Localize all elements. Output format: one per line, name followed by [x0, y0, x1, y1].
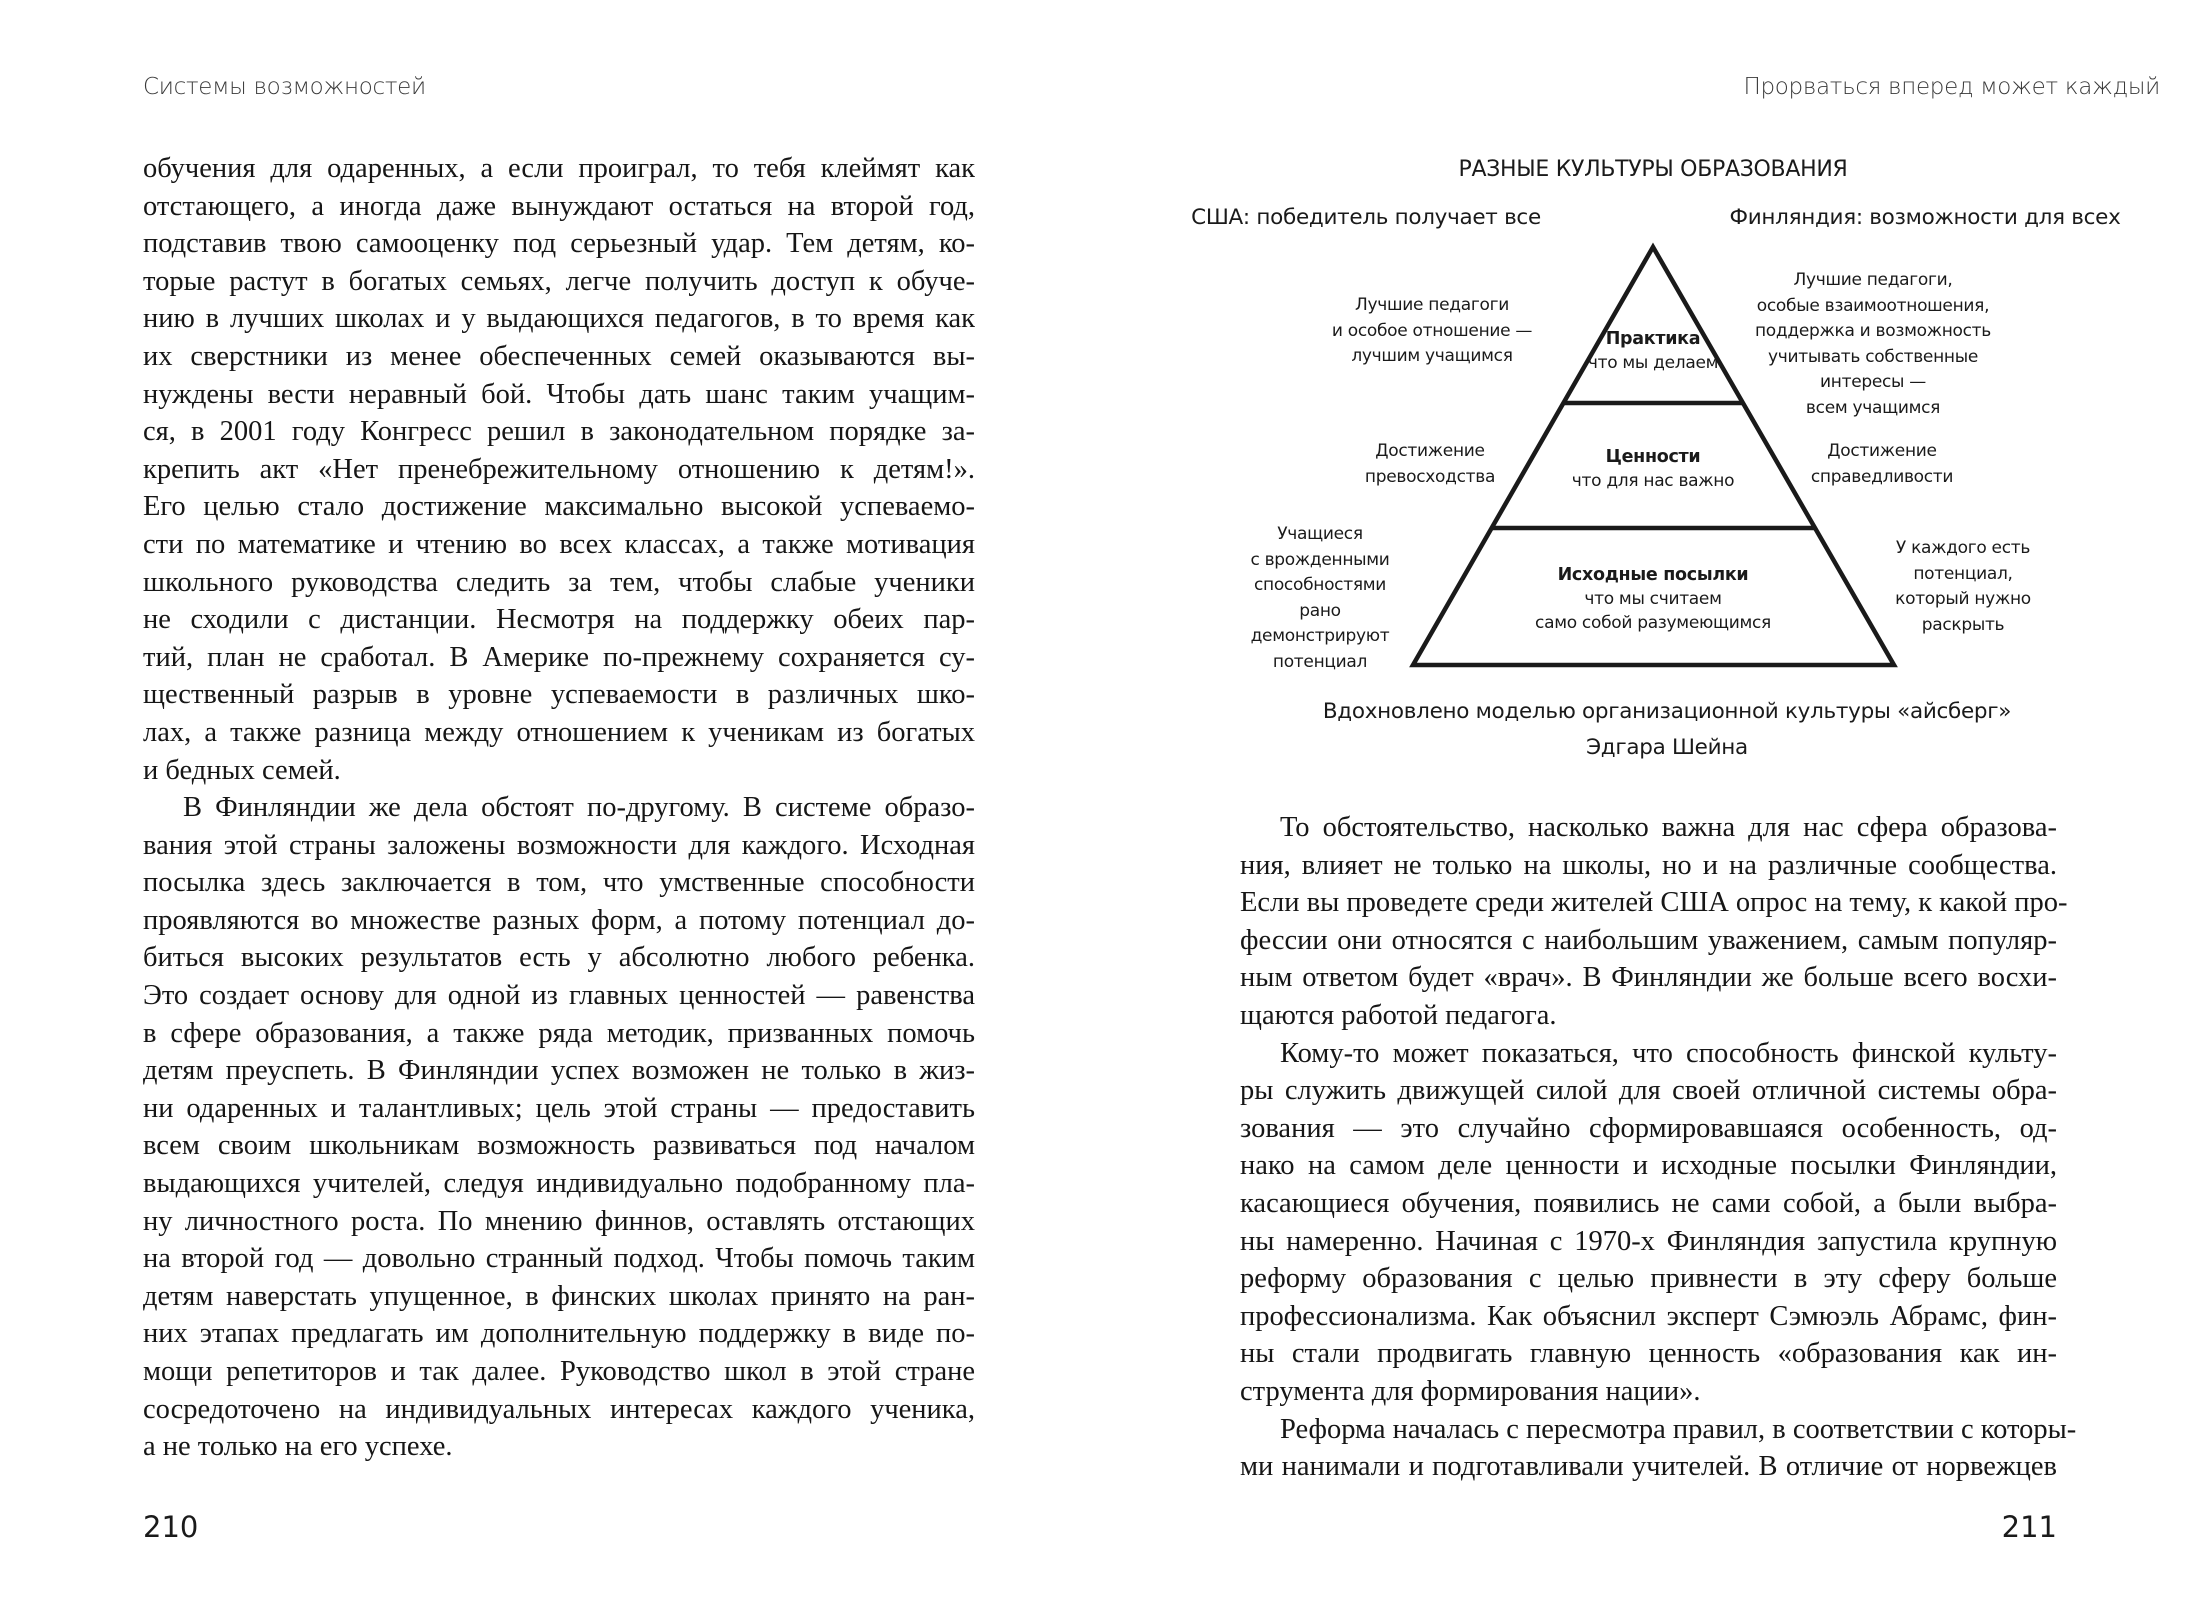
- text-line: детям наверстать упущенное, в финских школах принято на ран-: [143, 1280, 975, 1312]
- text-line: Реформа началась с пересмотра правил, в соответствии с которы-: [1280, 1413, 2077, 1445]
- running-head-right: Прорваться вперед может каждый: [1743, 74, 2160, 100]
- finland-label-practice: [1755, 268, 1991, 421]
- text-line: реформу образования с целью привнести в эту сферу больше: [1240, 1263, 2057, 1295]
- text-line: ны намеренно. Начиная с 1970-х Финляндия запустила крупную: [1240, 1225, 2057, 1257]
- text-line: проявляются во множестве разных форм, а потому потенциал до-: [143, 904, 975, 936]
- text-line: зования — это случайно сформировавшаяся особенность, од-: [1240, 1112, 2057, 1144]
- text-line: сти по математике и чтению во всех классах, а также мотивация: [143, 528, 975, 560]
- finland-label-values: [1811, 439, 1953, 490]
- text-line: Его целью стало достижение максимально высокой успеваемо-: [143, 491, 975, 523]
- tier-subtitle: что мы делаем: [1587, 353, 1719, 373]
- text-line: ры служить движущей силой для своей отличной системы обра-: [1240, 1075, 2057, 1107]
- text-line: профессионализма. Как объяснил эксперт Сэмюэль Абрамс, фин-: [1240, 1300, 2057, 1332]
- text-line: Если вы проведете среди жителей США опрос на тему, к какой про-: [1240, 887, 2068, 919]
- label-line: поддержка и возможность: [1754, 321, 1992, 341]
- page-number-right: 211: [2001, 1510, 2057, 1544]
- text-line: ным ответом будет «врач». В Финляндии же больше всего восхи-: [1240, 962, 2057, 994]
- text-line: нако на самом деле ценности и исходные посылки Финляндии,: [1240, 1150, 2057, 1182]
- tier-title: Практика: [1605, 329, 1701, 349]
- label-line: рано: [1299, 600, 1341, 621]
- label-line: Лучшие педагоги,: [1793, 270, 1953, 290]
- usa-label-assumptions: [1250, 522, 1389, 675]
- finland-column-heading: Финляндия: возможности для всех: [1729, 205, 2121, 230]
- tier-practice: [1588, 327, 1718, 375]
- label-line: который нужно: [1895, 589, 2031, 609]
- caption-line: Вдохновлено моделью организационной культуры «айсберг»: [1322, 699, 2012, 724]
- text-line: ся, в 2001 году Конгресс решил в законодательном порядке за-: [143, 416, 975, 448]
- tier-subtitle: что для нас важно: [1571, 471, 1735, 491]
- label-line: потенциал,: [1913, 563, 2013, 584]
- text-line: То обстоятельство, насколько важна для нас сфера образова-: [1280, 812, 2057, 843]
- text-line: отстающего, а иногда даже вынуждают остаться на второй год,: [143, 190, 975, 222]
- tier-title: Ценности: [1605, 447, 1701, 467]
- usa-label-practice: [1332, 293, 1532, 370]
- label-line: лучшим учащимся: [1351, 346, 1513, 366]
- label-line: способностями: [1253, 575, 1387, 595]
- running-head-left: Системы возможностей: [143, 74, 426, 100]
- text-line: них этапах предлагать им дополнительную поддержку в виде по-: [143, 1318, 975, 1350]
- caption-line: Эдгара Шейна: [1586, 735, 1748, 760]
- label-line: и особое отношение —: [1331, 320, 1533, 341]
- text-line: ни одаренных и талантливых; цель этой страны — предоставить: [143, 1092, 975, 1124]
- education-cultures-diagram: [1103, 0, 2206, 780]
- text-line: лах, а также разница между отношением к ученикам из богатых: [143, 716, 975, 748]
- label-line: раскрыть: [1921, 614, 2005, 635]
- text-line: в сфере образования, а также ряда методик, призванных помочь: [143, 1017, 975, 1049]
- page-number-left: 210: [143, 1510, 199, 1544]
- text-line: детям преуспеть. В Финляндии успех возможен не только в жиз-: [143, 1055, 975, 1087]
- text-line: подставив твою самооценку под серьезный удар. Тем детям, ко-: [143, 228, 975, 260]
- text-line: крепить акт «Нет пренебрежительному отношению к детям!».: [143, 453, 975, 485]
- text-line: ну личностного роста. По мнению финнов, оставлять отстающих: [143, 1205, 975, 1237]
- usa-label-values: [1365, 439, 1495, 490]
- text-line: ния, влияет не только на школы, но и на различные сообщества.: [1240, 849, 2057, 881]
- tier-subtitle: что мы считаем: [1584, 589, 1722, 609]
- text-line: нуждены вести неравный бой. Чтобы дать шанс таким учащим-: [143, 378, 975, 410]
- label-line: потенциал: [1272, 651, 1368, 672]
- text-line: посылка здесь заключается в том, что умственные способности: [143, 867, 975, 899]
- label-line: Достижение: [1375, 441, 1485, 461]
- right-page: [1103, 0, 2206, 1623]
- tier-assumptions: [1535, 563, 1771, 635]
- text-line: на второй год — довольно странный подход. Чтобы помочь таким: [143, 1243, 975, 1275]
- text-line: ны стали продвигать главную ценность «образования как ин-: [1240, 1338, 2057, 1370]
- label-line: Учащиеся: [1277, 524, 1363, 544]
- label-line: демонстрируют: [1250, 626, 1390, 646]
- text-line: выдающихся учителей, следуя индивидуально подобранному пла-: [143, 1168, 975, 1200]
- text-line: Это создает основу для одной из главных ценностей — равенства: [143, 980, 975, 1012]
- text-line: нию в лучших школах и у выдающихся педагогов, в то время как: [143, 303, 975, 335]
- text-line: и бедных семей.: [143, 754, 341, 786]
- text-line: обучения для одаренных, а если проиграл, то тебя клеймят как: [143, 153, 975, 184]
- text-line: всем своим школьникам возможность развиваться под началом: [143, 1130, 975, 1162]
- label-line: справедливости: [1810, 466, 1954, 487]
- text-line: щественный разрыв в уровне успеваемости в различных шко-: [143, 679, 975, 711]
- tier-values: [1572, 445, 1734, 493]
- text-line: биться высоких результатов есть у абсолютно любого ребенка.: [143, 942, 975, 974]
- tier-subtitle: само собой разумеющимся: [1535, 613, 1771, 633]
- label-line: всем учащимся: [1805, 397, 1941, 418]
- finland-label-assumptions: [1895, 536, 2031, 638]
- left-body-text: [143, 150, 975, 1466]
- text-line: тий, план не сработал. В Америке по-прежнему сохраняется су-: [143, 641, 975, 673]
- label-line: с врожденными: [1250, 549, 1390, 570]
- text-line: фессии они относятся с наибольшим уважением, самым популяр-: [1240, 924, 2057, 956]
- text-line: их сверстники из менее обеспеченных семей оказываются вы-: [143, 340, 975, 372]
- label-line: учитывать собственные: [1767, 346, 1979, 367]
- label-line: Достижение: [1827, 441, 1937, 461]
- text-line: Кому-то может показаться, что способность финской культу-: [1280, 1037, 2057, 1069]
- tier-title: Исходные посылки: [1557, 565, 1749, 585]
- text-line: щаются работой педагога.: [1240, 999, 1557, 1031]
- text-line: вания этой страны заложены возможности для каждого. Исходная: [143, 829, 975, 861]
- text-line: ми нанимали и подготавливали учителей. В отличие от норвежцев: [1240, 1451, 2057, 1483]
- label-line: У каждого есть: [1895, 538, 2031, 558]
- text-line: касающиеся обучения, появились не сами собой, а были выбра-: [1240, 1187, 2057, 1219]
- diagram-caption: [1323, 694, 2011, 766]
- text-line: струмента для формирования нации».: [1240, 1375, 1701, 1407]
- label-line: Лучшие педагоги: [1355, 295, 1509, 315]
- diagram-title: РАЗНЫЕ КУЛЬТУРЫ ОБРАЗОВАНИЯ: [1458, 157, 1848, 182]
- label-line: превосходства: [1364, 466, 1496, 487]
- label-line: интересы —: [1820, 372, 1926, 392]
- text-line: школьного руководства следить за тем, чтобы слабые ученики: [143, 566, 975, 598]
- text-line: торые растут в богатых семьях, легче получить доступ к обуче-: [143, 265, 975, 297]
- text-line: мощи репетиторов и так далее. Руководство школ в этой стране: [143, 1356, 975, 1387]
- right-body-text: [1240, 809, 2077, 1486]
- label-line: особые взаимоотношения,: [1756, 295, 1990, 316]
- text-line: В Финляндии же дела обстоят по-другому. В системе образо-: [183, 792, 975, 824]
- text-line: а не только на его успехе.: [143, 1431, 453, 1463]
- text-line: сосредоточено на индивидуальных интересах каждого ученика,: [143, 1393, 975, 1425]
- usa-column-heading: США: победитель получает все: [1191, 205, 1541, 230]
- text-line: не сходили с дистанции. Несмотря на поддержку обеих пар-: [143, 604, 975, 636]
